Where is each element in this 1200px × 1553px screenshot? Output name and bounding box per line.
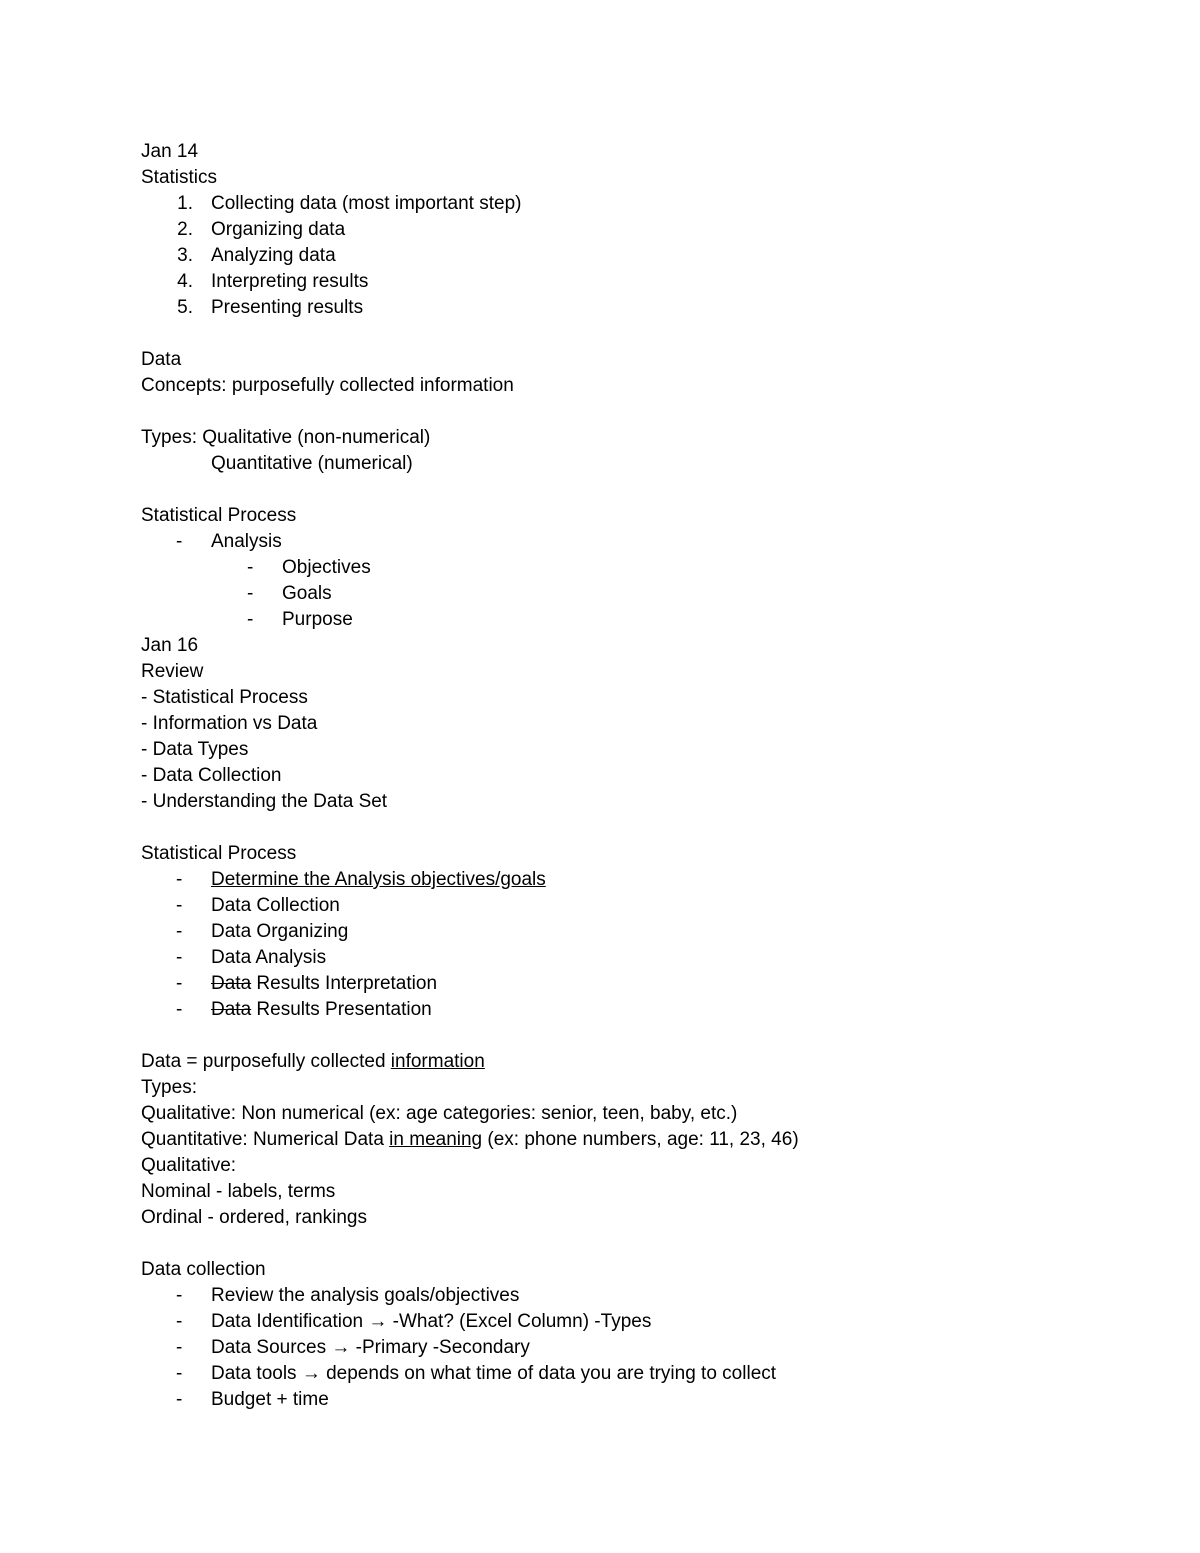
bullet-item (141, 997, 1141, 1023)
document-page (141, 139, 1141, 1413)
heading-statistical-process: Statistical Process (141, 843, 297, 864)
bullet-item (141, 1387, 1141, 1413)
dash-bullet: - (176, 1363, 183, 1384)
bullet-item (141, 893, 1141, 919)
date-jan16: Jan 16 (141, 635, 199, 656)
blank-line (141, 1023, 1141, 1049)
underlined-text: Determine the Analysis objectives/goals (211, 869, 546, 890)
bullet-item (141, 919, 1141, 945)
bullet-item (141, 1335, 1141, 1361)
review-item: - Data Collection (141, 765, 282, 786)
item-number: 4. (177, 271, 193, 292)
review-item: - Information vs Data (141, 713, 318, 734)
item-text: Collecting data (most important step) (211, 193, 522, 214)
bullet-item (141, 971, 1141, 997)
ordinal-line: Ordinal - ordered, rankings (141, 1207, 367, 1228)
dash-bullet: - (176, 1389, 183, 1410)
item-text: Data Sources → -Primary -Secondary (211, 1337, 530, 1358)
dash-bullet: - (176, 921, 183, 942)
blank-line (141, 815, 1141, 841)
dash-bullet: - (176, 1285, 183, 1306)
sub-bullet-item (141, 581, 1141, 607)
review-item: - Statistical Process (141, 687, 308, 708)
item-text: Goals (282, 583, 332, 604)
dash-bullet: - (176, 531, 183, 552)
heading-statistics: Statistics (141, 167, 218, 188)
item-text: Organizing data (211, 219, 346, 240)
types-label: Types: (141, 1077, 197, 1098)
blank-line (141, 321, 1141, 347)
underlined-text: information (390, 1051, 485, 1072)
item-text: Results Presentation (251, 999, 432, 1020)
sub-bullet-item (141, 555, 1141, 581)
qualitative-line: Qualitative: Non numerical (ex: age categories: senior, teen, baby, etc.) (141, 1103, 738, 1124)
item-text: Analyzing data (211, 245, 336, 266)
item-number: 2. (177, 219, 193, 240)
dash-bullet: - (176, 1311, 183, 1332)
heading-review: Review (141, 661, 204, 682)
item-text: Presenting results (211, 297, 364, 318)
item-text: Review the analysis goals/objectives (211, 1285, 520, 1306)
item-number: 3. (177, 245, 193, 266)
numbered-item (141, 269, 1141, 295)
quantitative-text: Quantitative: Numerical Data (141, 1129, 390, 1150)
item-text: Data tools → depends on what time of data you are trying to collect (211, 1363, 777, 1384)
bullet-item (141, 867, 1141, 893)
item-text: Data Analysis (211, 947, 327, 968)
concepts-line: Concepts: purposefully collected information (141, 375, 514, 396)
item-text: Purpose (282, 609, 353, 630)
heading-data-collection: Data collection (141, 1259, 266, 1280)
nominal-line: Nominal - labels, terms (141, 1181, 336, 1202)
types-quantitative: Quantitative (numerical) (211, 453, 413, 474)
review-item: - Data Types (141, 739, 249, 760)
numbered-item (141, 191, 1141, 217)
review-item: - Understanding the Data Set (141, 791, 388, 812)
blank-line (141, 1231, 1141, 1257)
blank-line (141, 399, 1141, 425)
item-text: Analysis (211, 531, 282, 552)
item-number: 5. (177, 297, 193, 318)
dash-bullet: - (247, 583, 254, 604)
dash-bullet: - (176, 869, 183, 890)
dash-bullet: - (247, 609, 254, 630)
numbered-item (141, 295, 1141, 321)
sub-bullet-item (141, 607, 1141, 633)
heading-statistical-process: Statistical Process (141, 505, 297, 526)
item-text: Budget + time (211, 1389, 329, 1410)
dash-bullet: - (176, 895, 183, 916)
blank-line (141, 477, 1141, 503)
struck-text: Data (211, 999, 252, 1020)
dash-bullet: - (247, 557, 254, 578)
types-line: Types: Qualitative (non-numerical) (141, 427, 431, 448)
struck-text: Data (211, 973, 252, 994)
bullet-item (141, 1361, 1141, 1387)
dash-bullet: - (176, 947, 183, 968)
numbered-item (141, 243, 1141, 269)
item-text: Data Identification → -What? (Excel Column) -Types (211, 1311, 652, 1332)
types-line-continued (141, 451, 1141, 477)
qualitative-label: Qualitative: (141, 1155, 237, 1176)
item-number: 1. (177, 193, 193, 214)
bullet-item (141, 945, 1141, 971)
dash-bullet: - (176, 999, 183, 1020)
item-text: Data Collection (211, 895, 340, 916)
quantitative-line (141, 1127, 1141, 1153)
numbered-item (141, 217, 1141, 243)
dash-bullet: - (176, 973, 183, 994)
bullet-item (141, 1309, 1141, 1335)
data-definition (141, 1049, 1141, 1075)
heading-data: Data (141, 349, 182, 370)
dash-bullet: - (176, 1337, 183, 1358)
bullet-item (141, 529, 1141, 555)
bullet-item (141, 1283, 1141, 1309)
item-text: Interpreting results (211, 271, 369, 292)
date-jan14: Jan 14 (141, 141, 199, 162)
quantitative-example: (ex: phone numbers, age: 11, 23, 46) (482, 1129, 799, 1150)
item-text: Results Interpretation (251, 973, 438, 994)
item-text: Data Organizing (211, 921, 349, 942)
definition-text: Data = purposefully collected (141, 1051, 391, 1072)
item-text: Objectives (282, 557, 371, 578)
underlined-text: in meaning (389, 1129, 483, 1150)
